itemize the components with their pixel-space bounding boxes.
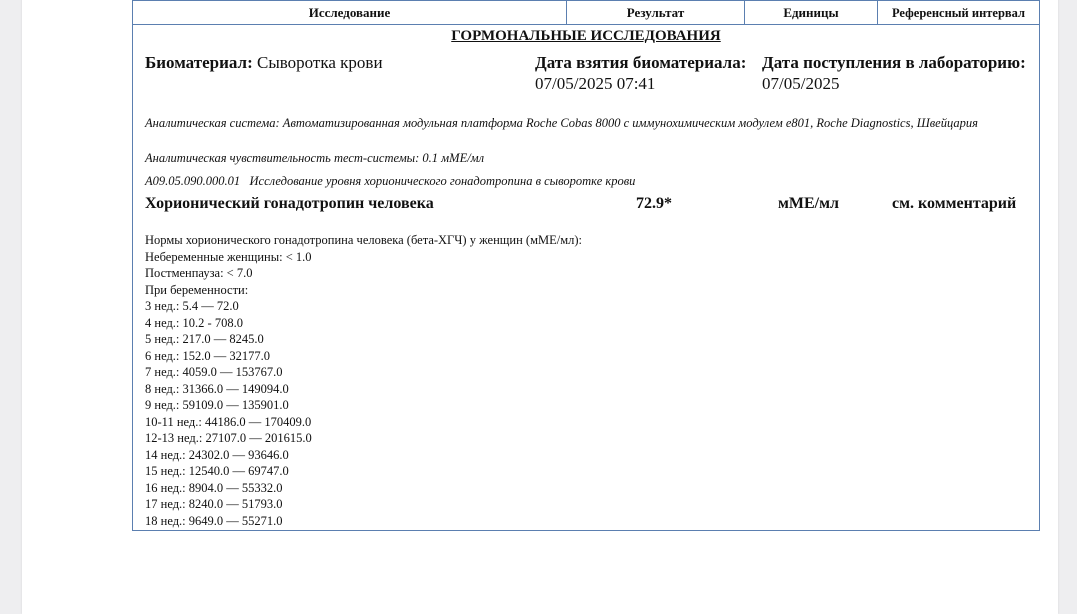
norms-block <box>145 232 845 529</box>
norms-line: 14 нед.: 24302.0 — 93646.0 <box>145 447 289 462</box>
sample-date-label: Дата взятия биоматериала: <box>535 53 747 72</box>
header-reference: Референсный интервал <box>878 1 1039 25</box>
header-result: Результат <box>567 1 745 25</box>
analytic-system: Аналитическая система: Автоматизированная модульная платформа Roche Cobas 8000 с иммунохимическим модулем e801, Roche Diagnostics, Швейцария <box>145 116 978 130</box>
norms-line: 17 нед.: 8240.0 — 51793.0 <box>145 497 283 511</box>
norms-line: 12-13 нед.: 27107.0 — 201615.0 <box>145 431 312 445</box>
test-code: A09.05.090.000.01 <box>145 174 241 188</box>
document-page <box>22 0 1058 614</box>
biomaterial <box>145 53 383 73</box>
norms-line: 7 нед.: 4059.0 — 153767.0 <box>145 365 283 379</box>
norms-line: 3 нед.: 5.4 — 72.0 <box>145 299 239 313</box>
norms-line: 18 нед.: 9649.0 — 55271.0 <box>145 513 283 528</box>
norms-line: 6 нед.: 152.0 — 32177.0 <box>145 348 271 363</box>
norms-title: Нормы хорионического гонадотропина человека (бета-ХГЧ) у женщин (мМЕ/мл): <box>145 233 582 247</box>
received-date-label: Дата поступления в лабораторию: <box>762 53 1026 72</box>
test-code-line <box>145 174 635 189</box>
test-description: Исследование уровня хорионического гонадотропина в сыворотке крови <box>249 174 636 188</box>
biomaterial-value: Сыворотка крови <box>256 53 383 72</box>
biomaterial-label: Биоматериал: <box>145 53 253 72</box>
sensitivity: Аналитическая чувствительность тест-системы: 0.1 мМЕ/мл <box>145 151 485 165</box>
norms-line: 15 нед.: 12540.0 — 69747.0 <box>145 464 289 478</box>
header-units: Единицы <box>745 1 878 25</box>
section-title: ГОРМОНАЛЬНЫЕ ИССЛЕДОВАНИЯ <box>451 28 721 44</box>
result-value: 72.9* <box>636 195 672 212</box>
header-test: Исследование <box>133 1 567 25</box>
norms-line: 10-11 нед.: 44186.0 — 170409.0 <box>145 414 312 429</box>
result-units: мМЕ/мл <box>778 195 839 212</box>
norms-line: Небеременные женщины: < 1.0 <box>145 249 312 264</box>
norms-line: 16 нед.: 8904.0 — 55332.0 <box>145 480 283 495</box>
norms-line: 4 нед.: 10.2 - 708.0 <box>145 315 243 330</box>
result-reference: см. комментарий <box>892 195 1017 212</box>
norms-line: 5 нед.: 217.0 — 8245.0 <box>145 332 264 346</box>
norms-line: 9 нед.: 59109.0 — 135901.0 <box>145 398 289 412</box>
lab-report-table <box>132 0 1040 531</box>
sample-date-value: 07/05/2025 07:41 <box>535 74 656 93</box>
result-name: Хорионический гонадотропин человека <box>145 195 434 212</box>
norms-line: 8 нед.: 31366.0 — 149094.0 <box>145 381 289 396</box>
norms-line: При беременности: <box>145 282 249 297</box>
norms-line: Постменпауза: < 7.0 <box>145 266 253 280</box>
received-date-value: 07/05/2025 <box>762 74 840 93</box>
